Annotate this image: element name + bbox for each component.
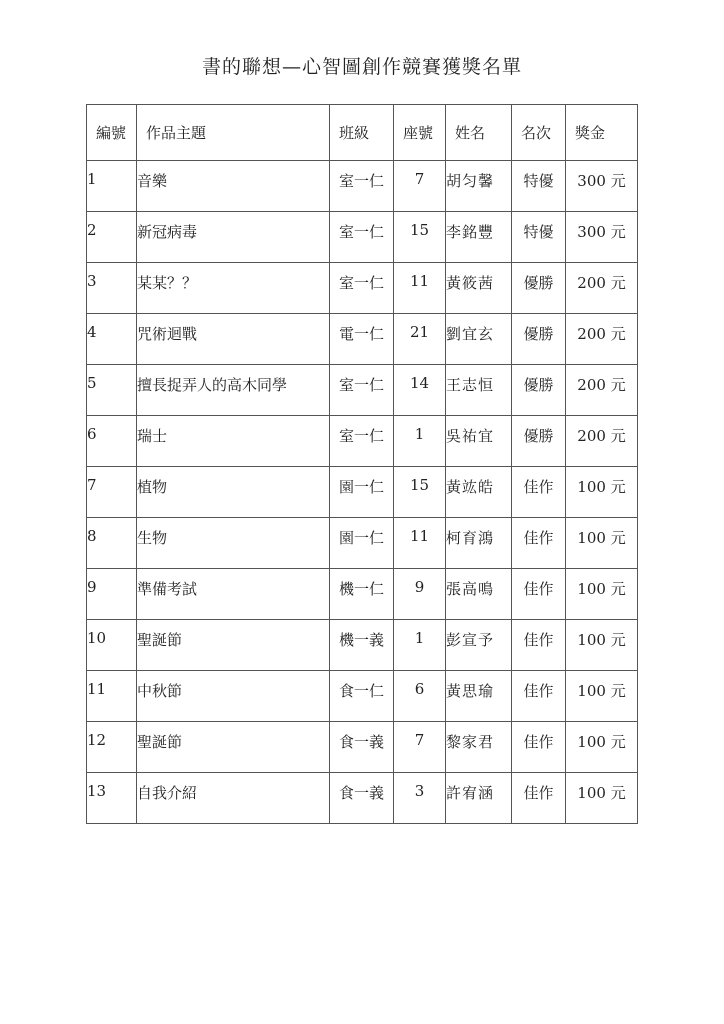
header-rank: 名次 bbox=[512, 105, 566, 161]
cell-name: 許宥涵 bbox=[446, 773, 512, 824]
cell-name: 張高鳴 bbox=[446, 569, 512, 620]
cell-topic: 聖誕節 bbox=[137, 620, 330, 671]
table-row bbox=[87, 416, 638, 467]
cell-topic: 自我介紹 bbox=[137, 773, 330, 824]
cell-topic: 生物 bbox=[137, 518, 330, 569]
cell-class: 室一仁 bbox=[330, 416, 394, 467]
cell-rank: 佳作 bbox=[512, 569, 566, 620]
cell-no: 6 bbox=[87, 416, 137, 467]
cell-name: 柯育鴻 bbox=[446, 518, 512, 569]
cell-rank: 特優 bbox=[512, 212, 566, 263]
cell-prize: 300 元 bbox=[566, 212, 638, 263]
cell-rank: 優勝 bbox=[512, 416, 566, 467]
cell-seat: 9 bbox=[394, 569, 446, 620]
cell-name: 黎家君 bbox=[446, 722, 512, 773]
cell-rank: 佳作 bbox=[512, 620, 566, 671]
cell-prize: 200 元 bbox=[566, 365, 638, 416]
cell-prize: 100 元 bbox=[566, 620, 638, 671]
cell-seat: 21 bbox=[394, 314, 446, 365]
cell-name: 胡匀馨 bbox=[446, 161, 512, 212]
cell-seat: 15 bbox=[394, 212, 446, 263]
table-row bbox=[87, 314, 638, 365]
cell-rank: 優勝 bbox=[512, 263, 566, 314]
cell-rank: 優勝 bbox=[512, 314, 566, 365]
cell-topic: 某某？？ bbox=[137, 263, 330, 314]
cell-name: 李銘豐 bbox=[446, 212, 512, 263]
cell-no: 13 bbox=[87, 773, 137, 824]
header-prize: 獎金 bbox=[566, 105, 638, 161]
cell-seat: 11 bbox=[394, 263, 446, 314]
header-class: 班級 bbox=[330, 105, 394, 161]
cell-class: 室一仁 bbox=[330, 212, 394, 263]
cell-class: 電一仁 bbox=[330, 314, 394, 365]
cell-class: 室一仁 bbox=[330, 263, 394, 314]
cell-prize: 100 元 bbox=[566, 671, 638, 722]
cell-topic: 音樂 bbox=[137, 161, 330, 212]
cell-topic: 新冠病毒 bbox=[137, 212, 330, 263]
cell-name: 彭宣予 bbox=[446, 620, 512, 671]
cell-seat: 6 bbox=[394, 671, 446, 722]
header-topic: 作品主題 bbox=[137, 105, 330, 161]
award-table bbox=[86, 104, 638, 824]
header-no: 編號 bbox=[87, 105, 137, 161]
cell-no: 12 bbox=[87, 722, 137, 773]
cell-rank: 佳作 bbox=[512, 722, 566, 773]
cell-topic: 準備考試 bbox=[137, 569, 330, 620]
cell-name: 黃思瑜 bbox=[446, 671, 512, 722]
document-title: 書的聯想—心智圖創作競賽獲獎名單 bbox=[201, 56, 522, 78]
cell-name: 王志恒 bbox=[446, 365, 512, 416]
cell-class: 機一義 bbox=[330, 620, 394, 671]
cell-topic: 咒術迴戰 bbox=[137, 314, 330, 365]
table-row bbox=[87, 671, 638, 722]
cell-class: 機一仁 bbox=[330, 569, 394, 620]
cell-rank: 佳作 bbox=[512, 467, 566, 518]
header-name: 姓名 bbox=[446, 105, 512, 161]
table-row bbox=[87, 722, 638, 773]
cell-seat: 15 bbox=[394, 467, 446, 518]
cell-seat: 7 bbox=[394, 722, 446, 773]
cell-name: 黃筱茜 bbox=[446, 263, 512, 314]
cell-rank: 佳作 bbox=[512, 518, 566, 569]
cell-no: 7 bbox=[87, 467, 137, 518]
cell-prize: 100 元 bbox=[566, 773, 638, 824]
cell-seat: 1 bbox=[394, 620, 446, 671]
table-row bbox=[87, 365, 638, 416]
cell-name: 黃竑皓 bbox=[446, 467, 512, 518]
cell-no: 1 bbox=[87, 161, 137, 212]
cell-class: 食一義 bbox=[330, 722, 394, 773]
cell-seat: 1 bbox=[394, 416, 446, 467]
cell-rank: 佳作 bbox=[512, 671, 566, 722]
cell-prize: 100 元 bbox=[566, 569, 638, 620]
cell-prize: 200 元 bbox=[566, 314, 638, 365]
cell-rank: 優勝 bbox=[512, 365, 566, 416]
cell-name: 劉宜玄 bbox=[446, 314, 512, 365]
cell-no: 3 bbox=[87, 263, 137, 314]
cell-seat: 14 bbox=[394, 365, 446, 416]
cell-prize: 300 元 bbox=[566, 161, 638, 212]
header-seat: 座號 bbox=[394, 105, 446, 161]
table-row bbox=[87, 467, 638, 518]
cell-topic: 擅長捉弄人的高木同學 bbox=[137, 365, 330, 416]
cell-class: 食一義 bbox=[330, 773, 394, 824]
table-row bbox=[87, 518, 638, 569]
cell-seat: 7 bbox=[394, 161, 446, 212]
cell-class: 園一仁 bbox=[330, 467, 394, 518]
table-row bbox=[87, 212, 638, 263]
cell-prize: 100 元 bbox=[566, 722, 638, 773]
table-row bbox=[87, 263, 638, 314]
cell-no: 2 bbox=[87, 212, 137, 263]
table-row bbox=[87, 569, 638, 620]
cell-prize: 100 元 bbox=[566, 518, 638, 569]
cell-no: 10 bbox=[87, 620, 137, 671]
cell-prize: 200 元 bbox=[566, 263, 638, 314]
cell-topic: 瑞士 bbox=[137, 416, 330, 467]
table-row bbox=[87, 773, 638, 824]
cell-topic: 聖誕節 bbox=[137, 722, 330, 773]
cell-prize: 200 元 bbox=[566, 416, 638, 467]
header-row bbox=[87, 105, 638, 161]
cell-name: 吳祐宜 bbox=[446, 416, 512, 467]
cell-seat: 11 bbox=[394, 518, 446, 569]
cell-class: 園一仁 bbox=[330, 518, 394, 569]
cell-no: 9 bbox=[87, 569, 137, 620]
table-row bbox=[87, 620, 638, 671]
table-body bbox=[87, 161, 638, 824]
cell-no: 5 bbox=[87, 365, 137, 416]
cell-seat: 3 bbox=[394, 773, 446, 824]
cell-class: 食一仁 bbox=[330, 671, 394, 722]
cell-class: 室一仁 bbox=[330, 161, 394, 212]
cell-rank: 特優 bbox=[512, 161, 566, 212]
cell-no: 11 bbox=[87, 671, 137, 722]
cell-prize: 100 元 bbox=[566, 467, 638, 518]
cell-topic: 植物 bbox=[137, 467, 330, 518]
cell-no: 8 bbox=[87, 518, 137, 569]
table-header bbox=[87, 105, 638, 161]
table-row bbox=[87, 161, 638, 212]
cell-no: 4 bbox=[87, 314, 137, 365]
cell-topic: 中秋節 bbox=[137, 671, 330, 722]
cell-class: 室一仁 bbox=[330, 365, 394, 416]
cell-rank: 佳作 bbox=[512, 773, 566, 824]
